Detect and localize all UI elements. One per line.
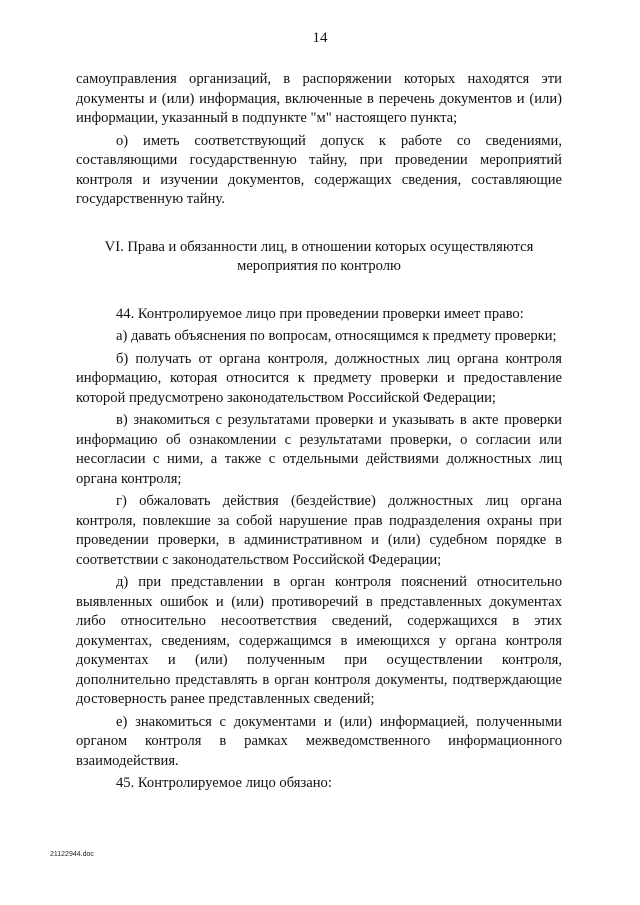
paragraph-item-o: о) иметь соответствующий допуск к работе со сведениями, составляющими государственную тайну, при проведении мероприятий контроля и изучении документов, содержащих сведения, составляющие государственную тайну. — [76, 132, 562, 207]
document-body — [76, 70, 562, 794]
page-number: 14 — [312, 30, 328, 46]
paragraph-44-b: б) получать от органа контроля, должностных лиц органа контроля информацию, которая относится к предмету проверки и предоставление которой предусмотрено законодательством Российской Федерации; — [76, 350, 562, 406]
paragraph-45: 45. Контролируемое лицо обязано: — [116, 775, 332, 791]
paragraph-44-g: г) обжаловать действия (бездействие) должностных лиц органа контроля, повлекшие за собой нарушение прав подразделения охраны при проведении проверки, в административном и (или) судебном порядке в соответствии с законодательством Российской Федерации; — [76, 493, 562, 568]
paragraph-44-v: в) знакомиться с результатами проверки и указывать в акте проверки информацию об ознакомлении с результатами проверки, о согласии или несогласии с ними, а также с отдельными действиями должностных лиц органа контроля; — [76, 412, 562, 487]
file-name-footer: 21122944.doc — [50, 851, 94, 858]
section-heading-line1: VI. Права и обязанности лиц, в отношении которых осуществляются — [104, 238, 534, 255]
paragraph-44-a: а) давать объяснения по вопросам, относящимся к предмету проверки; — [116, 328, 557, 344]
section-heading — [76, 238, 562, 277]
paragraph-44-d: д) при представлении в орган контроля пояснений относительно выявленных ошибок и (или) противоречий в представленных документах либо относительно несоответствия сведений, содержащихся в этих документах, сведениям, содержащимся в имеющихся у органа контроля документах и (или) полученным при осуществлении контроля, дополнительно представлять в орган контроля документы, подтверждающие достоверность ранее представленных сведений; — [76, 574, 562, 707]
section-heading-line2: мероприятия по контролю — [237, 258, 401, 274]
paragraph-44-e: е) знакомиться с документами и (или) информацией, полученными органом контроля в рамках межведомственного информационного взаимодействия. — [76, 713, 562, 769]
paragraph-continuation: самоуправления организаций, в распоряжении которых находятся эти документы и (или) информация, включенные в перечень документов и (или) информации, указанный в подпункте "м" настоящего пункта; — [76, 71, 562, 126]
paragraph-44: 44. Контролируемое лицо при проведении проверки имеет право: — [116, 305, 524, 322]
